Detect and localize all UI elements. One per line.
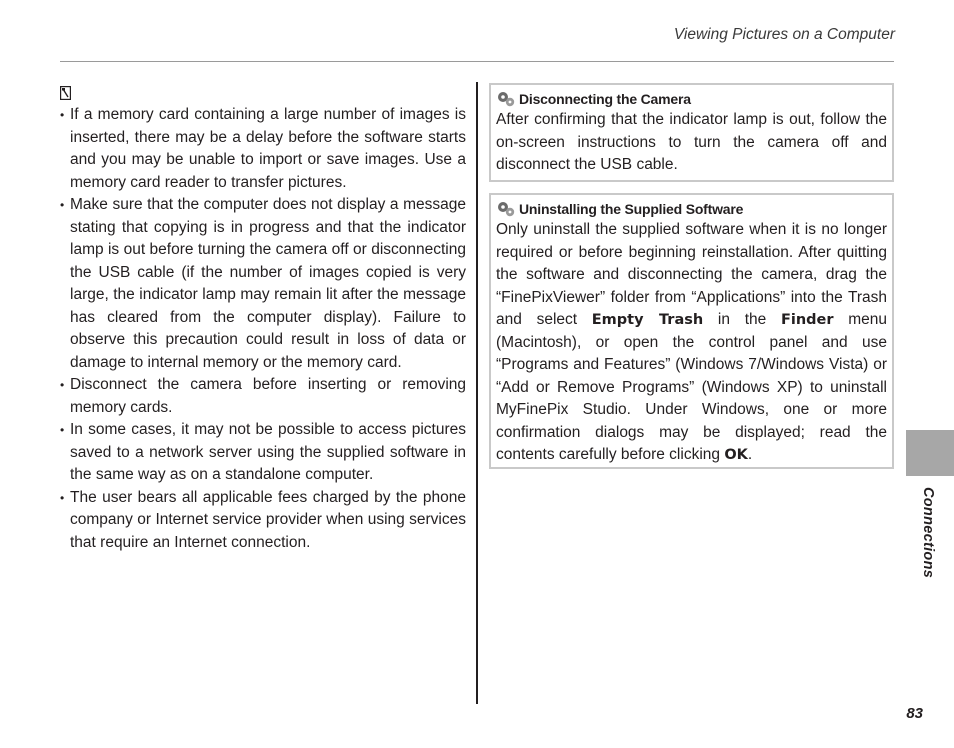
tip-gears-icon	[496, 91, 516, 107]
disconnect-body: After confirming that the indicator lamp is out, follow the on-screen instructions to turn the camera off and disconnect the USB cable.	[496, 111, 887, 173]
list-item	[60, 419, 466, 487]
uninstall-body	[496, 219, 887, 467]
note-text: In some cases, it may not be possible to access pictures saved to a network server using the supplied software in the same way as on a standalone computer.	[70, 421, 466, 483]
uninstall-text-2: in the	[703, 311, 781, 328]
note-text: Disconnect the camera before inserting or removing memory cards.	[70, 376, 466, 416]
section-tab	[906, 430, 954, 476]
tip-gears-icon	[496, 201, 516, 217]
bullet: •	[60, 423, 65, 437]
uninstall-heading	[496, 199, 887, 219]
disconnect-heading	[496, 89, 887, 109]
uninstall-text-1: Only uninstall the supplied software when it is no longer required or before beginning reinstallation. After quitting the software and disconnecting the camera, drag the “FinePixViewer” folder from “Applications” into the Trash and select	[496, 221, 887, 328]
note-text: The user bears all applicable fees charged by the phone company or Internet service provider when using services that require an Internet connection.	[70, 488, 466, 551]
note-text: If a memory card containing a large number of images is inserted, there may be a delay before the software starts and you may be unable to import or save images. Use a memory card reader to transfer pictures.	[70, 106, 466, 191]
disconnect-title: Disconnecting the Camera	[519, 91, 691, 107]
finder-label: Finder	[780, 312, 834, 328]
bullet: •	[60, 108, 65, 122]
note-icon	[60, 86, 71, 100]
list-item	[60, 104, 466, 194]
notes-list	[60, 104, 466, 554]
uninstall-text-3: menu (Macintosh), or open the control panel and use “Programs and Features” (Windows 7/Windows Vista) or “Add or Remove Programs” (Windows XP) to uninstall MyFinePix Studio. Under Windows, one or more confirmation dialogs may be displayed; read the contents carefully before clicking	[496, 311, 887, 463]
running-header: Viewing Pictures on a Computer	[673, 26, 895, 43]
list-item	[60, 194, 466, 374]
uninstall-title: Uninstalling the Supplied Software	[519, 201, 744, 217]
uninstall-box	[489, 193, 894, 469]
uninstall-text-4: .	[747, 446, 753, 463]
page-number: 83	[906, 705, 923, 722]
column-divider	[476, 82, 478, 704]
ok-label: OK	[724, 447, 748, 463]
bullet: •	[60, 198, 65, 212]
disconnect-box	[489, 83, 894, 182]
list-item	[60, 487, 466, 555]
bullet: •	[60, 490, 65, 505]
bullet: •	[60, 378, 65, 392]
notes-column	[60, 104, 466, 554]
empty-trash-label: Empty Trash	[591, 312, 704, 328]
header-rule	[60, 61, 894, 62]
note-text: Make sure that the computer does not display a message stating that copying is in progress and that the indicator lamp is out before turning the camera off or disconnecting the USB cable (if the number of images copied is very large, the indicator lamp may remain lit after the message has cleared from the computer display). Failure to observe this precaution could result in loss of data or damage to internal memory or the memory card.	[70, 196, 466, 371]
list-item	[60, 374, 466, 419]
section-label: Connections	[920, 487, 936, 579]
